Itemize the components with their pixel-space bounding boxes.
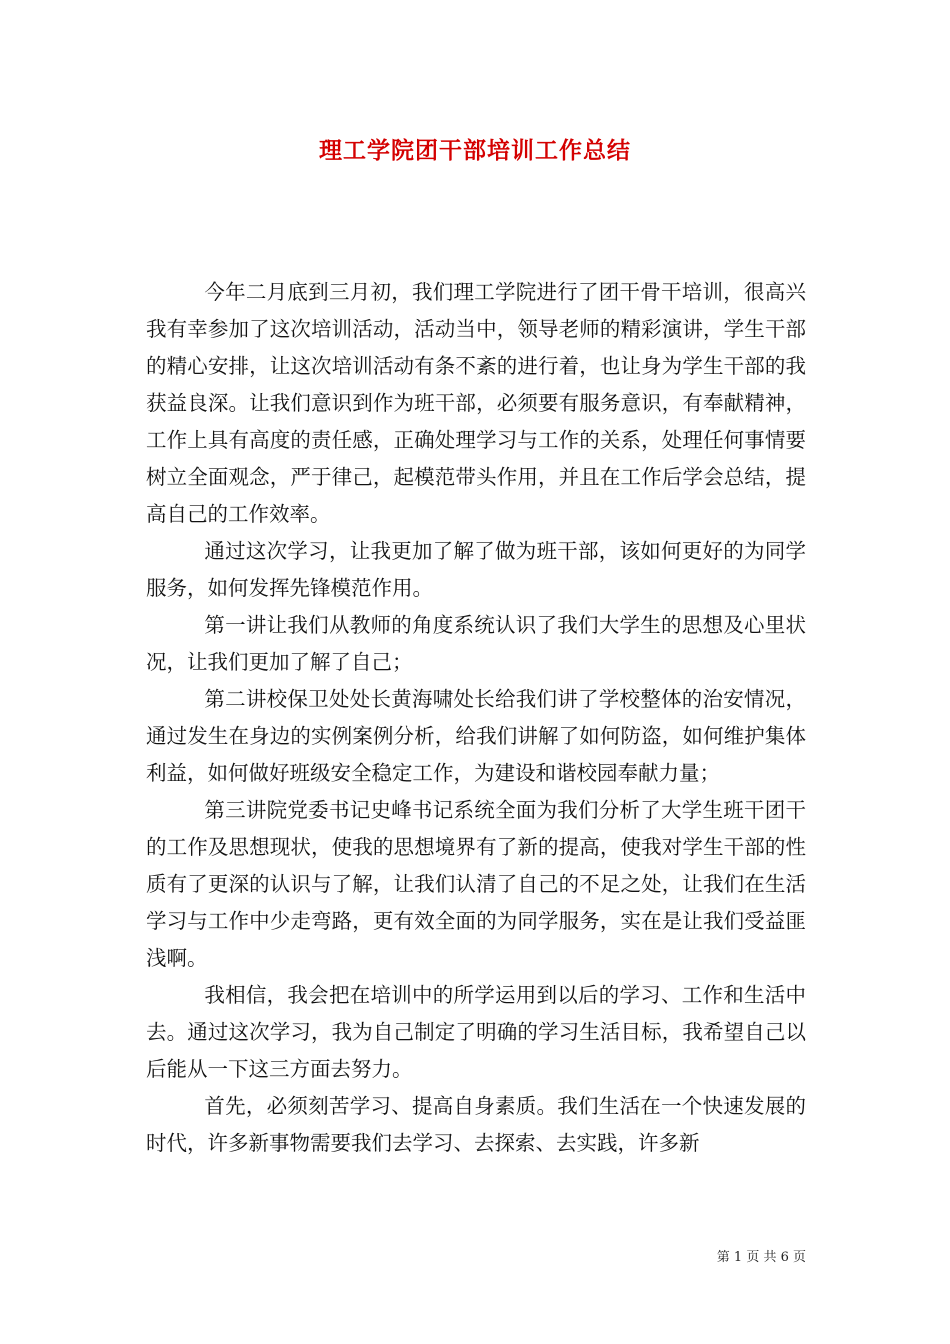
paragraph-7: 首先，必须刻苦学习、提高自身素质。我们生活在一个快速发展的时代，许多新事物需要我们去学习、去探索、去实践，许多新 bbox=[146, 1094, 806, 1155]
page-number-footer: 第 1 页 共 6 页 bbox=[716, 1250, 806, 1265]
paragraph-6: 我相信，我会把在培训中的所学运用到以后的学习、工作和生活中去。通过这次学习，我为自己制定了明确的学习生活目标，我希望自己以后能从一下这三方面去努力。 bbox=[146, 983, 806, 1081]
document-title: 理工学院团干部培训工作总结 bbox=[319, 137, 631, 164]
paragraph-4: 第二讲校保卫处处长黄海啸处长给我们讲了学校整体的治安情况，通过发生在身边的实例案例分析，给我们讲解了如何防盗，如何维护集体利益，如何做好班级安全稳定工作，为建设和谐校园奉献力量； bbox=[146, 687, 806, 785]
paragraph-1: 今年二月底到三月初，我们理工学院进行了团干骨干培训，很高兴我有幸参加了这次培训活动，活动当中，领导老师的精彩演讲，学生干部的精心安排，让这次培训活动有条不紊的进行着，也让身为学生干部的我获益良深。让我们意识到作为班干部，必须要有服务意识，有奉献精神，工作上具有高度的责任感，正确处理学习与工作的关系，处理任何事情要树立全面观念，严于律己，起模范带头作用，并且在工作后学会总结，提高自己的工作效率。 bbox=[146, 280, 806, 526]
document-body bbox=[146, 274, 806, 1162]
paragraph-2: 通过这次学习，让我更加了解了做为班干部，该如何更好的为同学服务，如何发挥先锋模范作用。 bbox=[146, 539, 806, 600]
paragraph-3: 第一讲让我们从教师的角度系统认识了我们大学生的思想及心里状况，让我们更加了解了自己； bbox=[146, 613, 806, 674]
paragraph-5: 第三讲院党委书记史峰书记系统全面为我们分析了大学生班干团干的工作及思想现状，使我的思想境界有了新的提高，使我对学生干部的性质有了更深的认识与了解，让我们认清了自己的不足之处，让我们在生活学习与工作中少走弯路，更有效全面的为同学服务，实在是让我们受益匪浅啊。 bbox=[146, 798, 806, 970]
